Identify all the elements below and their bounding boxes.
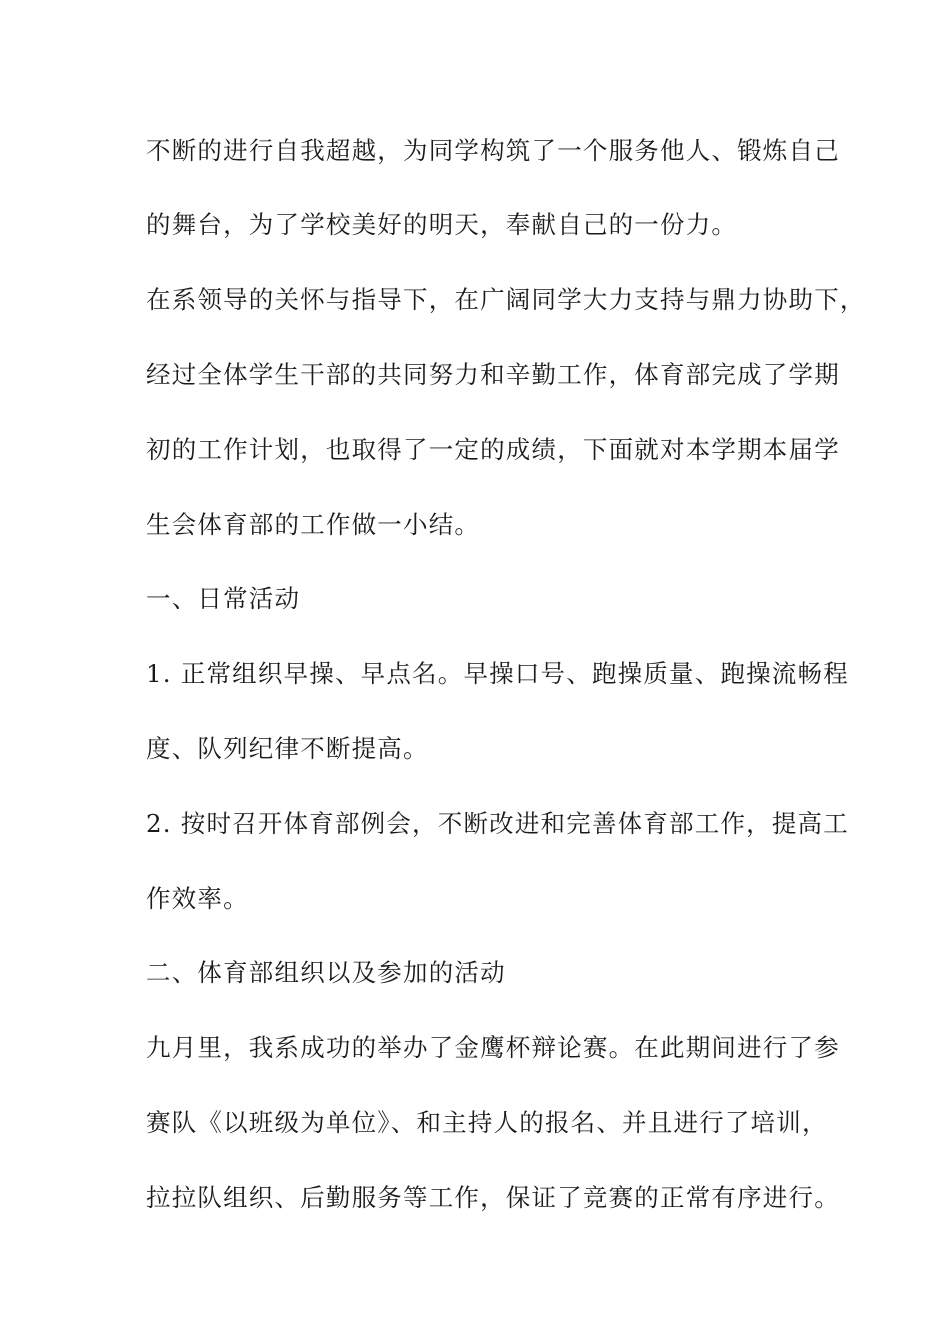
text-line-15: 拉拉队组织、后勤服务等工作，保证了竞赛的正常有序进行。 [146, 1183, 840, 1212]
text-line-4: 经过全体学生干部的共同努力和辛勤工作，体育部完成了学期 [146, 360, 840, 389]
text-line-5: 初的工作计划，也取得了一定的成绩，下面就对本学期本届学 [146, 435, 840, 464]
text-line-11: 作效率。 [146, 884, 249, 913]
section-heading-1: 一、日常活动 [146, 584, 301, 613]
text-line-8: 1. 正常组织早操、早点名。早操口号、跑操质量、跑操流畅程 [146, 659, 849, 688]
text-line-13: 九月里，我系成功的举办了金鹰杯辩论赛。在此期间进行了参 [146, 1033, 840, 1062]
text-line-10: 2. 按时召开体育部例会，不断改进和完善体育部工作，提高工 [146, 809, 849, 838]
text-line-3: 在系领导的关怀与指导下，在广阔同学大力支持与鼎力协助下， [146, 285, 866, 314]
text-line-1: 不断的进行自我超越，为同学构筑了一个服务他人、锻炼自己 [146, 136, 840, 165]
text-line-6: 生会体育部的工作做一小结。 [146, 510, 481, 539]
text-line-14: 赛队《以班级为单位》、和主持人的报名、并且进行了培训， [146, 1108, 828, 1137]
text-line-9: 度、队列纪律不断提高。 [146, 734, 429, 763]
section-heading-2: 二、体育部组织以及参加的活动 [146, 958, 506, 987]
text-line-2: 的舞台，为了学校美好的明天，奉献自己的一份力。 [146, 210, 738, 239]
